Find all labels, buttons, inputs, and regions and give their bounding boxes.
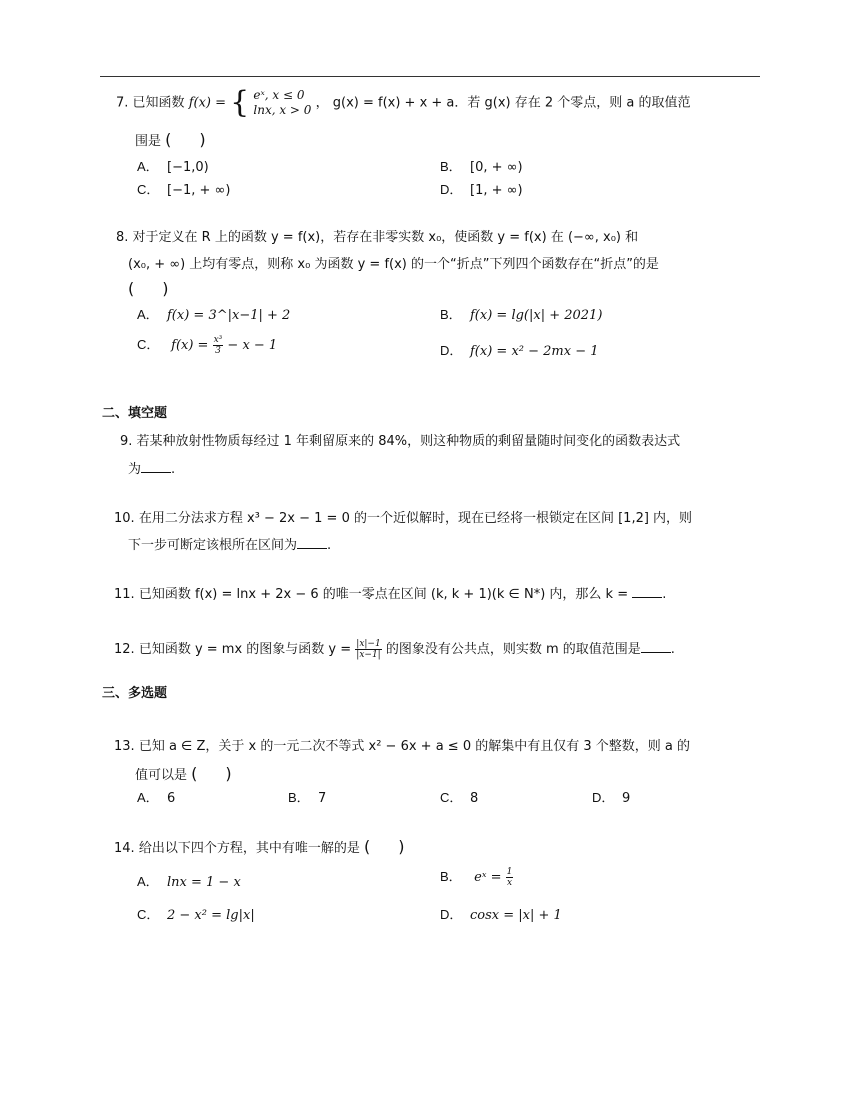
option-label: D．	[440, 907, 463, 922]
option-label: C．	[137, 337, 160, 352]
q8-paren-text: ( )	[128, 279, 175, 298]
header-rule	[100, 76, 760, 77]
answer-blank[interactable]	[141, 460, 171, 473]
fraction-numerator: 1	[506, 867, 513, 877]
q13-option-a[interactable]	[137, 787, 175, 806]
q12-pre: 已知函数 y = mx 的图象与函数 y =	[138, 642, 352, 657]
q8-option-d[interactable]	[440, 340, 599, 359]
option-label: A．	[137, 790, 159, 805]
option-text: eˣ =	[474, 870, 502, 885]
section-title-multi-choice: 三、多选题	[102, 686, 168, 701]
q7-piece2: lnx, x > 0	[253, 103, 312, 117]
option-label: A．	[137, 874, 159, 889]
option-text: 7	[318, 791, 327, 806]
option-label: B．	[440, 159, 462, 174]
q7-option-a[interactable]	[137, 156, 209, 175]
option-text: 2 − x² = lg|x|	[167, 908, 255, 923]
fraction-numerator: |x|−1	[356, 639, 381, 649]
q9-line2-text: 为	[128, 462, 142, 477]
option-label: C．	[137, 907, 160, 922]
question-11	[114, 583, 666, 602]
option-label: A．	[137, 307, 159, 322]
option-label: D．	[440, 343, 463, 358]
q7-number: 7.	[116, 95, 129, 111]
q8-option-c[interactable]	[137, 334, 277, 356]
option-text: [1, + ∞)	[470, 183, 523, 198]
q8-option-a[interactable]	[137, 304, 290, 323]
q8-option-b[interactable]	[440, 304, 602, 323]
q14-line1: 给出以下四个方程，其中有唯一解的是	[138, 841, 360, 856]
option-text: [−1, + ∞)	[167, 183, 231, 198]
q13-paren: ( )	[191, 764, 238, 783]
q14-option-a[interactable]	[137, 871, 241, 890]
fraction-numerator: x³	[213, 335, 223, 345]
option-text: [−1,0)	[167, 160, 209, 175]
q14-option-c[interactable]	[137, 904, 255, 923]
q7-text2: g(x) = f(x) + x + a．若 g(x) 存在 2 个零点，则 a 的取值范	[332, 95, 691, 111]
option-label: A．	[137, 159, 159, 174]
q11-line1: 已知函数 f(x) = lnx + 2x − 6 的唯一零点在区间 (k, k + 1)(k ∈ N*) 内，那么 k =	[138, 587, 629, 602]
option-text: f(x) = x² − 2mx − 1	[470, 344, 599, 359]
option-text-tail: − x − 1	[227, 338, 278, 353]
q11-end: .	[662, 587, 667, 602]
q7-cases	[253, 88, 311, 118]
option-text: f(x) = 3^|x−1| + 2	[167, 308, 291, 323]
option-text: lnx = 1 − x	[167, 875, 241, 890]
question-12	[114, 638, 675, 660]
q10-line2-text: 下一步可断定该根所在区间为	[128, 538, 298, 553]
q7-paren: ( )	[165, 130, 212, 149]
q7-option-d[interactable]	[440, 179, 523, 198]
q13-line2-text: 值可以是	[135, 768, 188, 783]
question-9	[120, 430, 680, 449]
answer-blank[interactable]	[641, 640, 671, 653]
option-text: f(x) =	[171, 338, 209, 353]
q7-fx: f(x) =	[188, 95, 227, 111]
q13-option-d[interactable]	[592, 787, 630, 806]
q13-number: 13.	[114, 739, 135, 754]
option-text: 6	[167, 791, 176, 806]
q14-option-d[interactable]	[440, 904, 562, 923]
q9-line2	[128, 458, 175, 477]
question-10	[114, 507, 692, 526]
q13-line1: 已知 a ∈ Z，关于 x 的一元二次不等式 x² − 6x + a ≤ 0 的解集中有且仅有 3 个整数，则 a 的	[138, 739, 690, 754]
option-label: B．	[440, 869, 462, 884]
q7-text: 已知函数	[132, 95, 185, 111]
q9-line1: 若某种放射性物质每经过 1 年剩留原来的 84%，则这种物质的剩留量随时间变化的函数表达式	[136, 434, 681, 449]
q8-paren	[128, 276, 175, 299]
q13-option-b[interactable]	[288, 787, 326, 806]
fraction	[506, 867, 514, 888]
fraction	[213, 335, 224, 356]
q12-number: 12.	[114, 642, 135, 657]
q13-line2	[135, 761, 238, 784]
option-text: 8	[470, 791, 479, 806]
q11-number: 11.	[114, 587, 135, 602]
question-7: 7. 已知函数 f(x) = { eˣ, x ≤ 0 lnx, x > 0 ， g(x) = f(x) + x + a．若 g(x) 存在 2 个零点，则 a 的取值范	[116, 85, 691, 120]
option-text: [0, + ∞)	[470, 160, 523, 175]
q7-option-c[interactable]	[137, 179, 230, 198]
q9-number: 9.	[120, 434, 133, 449]
q10-number: 10.	[114, 511, 135, 526]
question-13	[114, 735, 690, 754]
q8-number: 8.	[116, 230, 129, 245]
answer-blank[interactable]	[297, 536, 327, 549]
fraction-denominator: x	[506, 878, 513, 888]
q14-paren: ( )	[363, 837, 411, 856]
option-text: 9	[622, 791, 631, 806]
question-8	[116, 226, 638, 245]
q7-brace: {	[230, 85, 250, 120]
option-label: B．	[288, 790, 310, 805]
option-label: C．	[440, 790, 463, 805]
q7-option-b[interactable]	[440, 156, 523, 175]
q10-line2	[128, 534, 331, 553]
section-title-fill-in: 二、填空题	[102, 406, 168, 421]
answer-blank[interactable]	[632, 585, 662, 598]
option-text: f(x) = lg(|x| + 2021)	[470, 308, 603, 323]
option-label: D．	[592, 790, 615, 805]
option-text: cosx = |x| + 1	[470, 908, 562, 923]
q10-end: .	[327, 538, 332, 553]
option-label: C．	[137, 182, 160, 197]
q14-number: 14.	[114, 841, 135, 856]
fraction	[355, 639, 381, 660]
question-14	[114, 834, 410, 857]
q8-line1: 对于定义在 R 上的函数 y = f(x)，若存在非零实数 x₀，使函数 y = f(x) 在 (−∞, x₀) 和	[132, 230, 639, 245]
option-label: B．	[440, 307, 462, 322]
q7-line2	[135, 127, 212, 150]
q8-line2: (x₀, + ∞) 上均有零点，则称 x₀ 为函数 y = f(x) 的一个“折点”下列四个函数存在“折点”的是	[128, 257, 659, 272]
q14-option-b[interactable]	[440, 866, 513, 888]
option-label: D．	[440, 182, 463, 197]
q7-line2-text: 围是	[135, 134, 162, 149]
q10-line1: 在用二分法求方程 x³ − 2x − 1 = 0 的一个近似解时，现在已经将一根锁定在区间 [1,2] 内，则	[138, 511, 693, 526]
q12-post: 的图象没有公共点，则实数 m 的取值范围是	[385, 642, 641, 657]
fraction-denominator: 3	[215, 346, 221, 356]
q9-end: .	[171, 462, 176, 477]
q7-piece1: eˣ, x ≤ 0	[253, 88, 305, 102]
q13-option-c[interactable]	[440, 787, 478, 806]
fraction-denominator: |x−1|	[356, 650, 381, 660]
q12-end: .	[670, 642, 675, 657]
